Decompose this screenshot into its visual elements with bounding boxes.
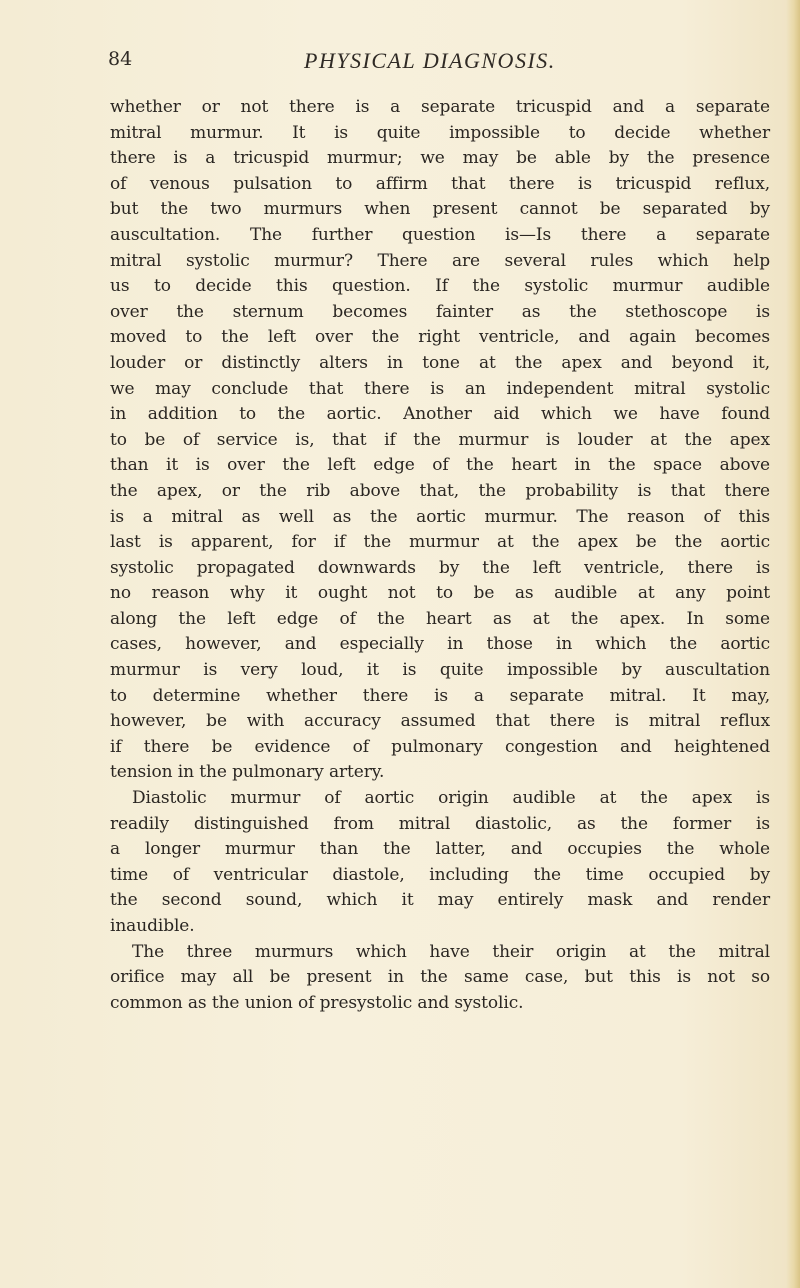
text-line: if there be evidence of pulmonary congestion and heightened (110, 736, 770, 757)
running-title: PHYSICAL DIAGNOSIS. (304, 48, 556, 73)
paragraph-start-line: Diastolic murmur of aortic origin audible at the apex is (132, 788, 770, 809)
text-line: whether or not there is a separate tricuspid and a separate (110, 97, 770, 117)
text-line: a longer murmur than the latter, and occupies the whole (110, 839, 770, 860)
text-line: louder or distinctly alters in tone at the apex and beyond it, (110, 352, 770, 373)
text-line: readily distinguished from mitral diastolic, as the former is (110, 813, 770, 834)
text-line: cases, however, and especially in those in which the aortic (110, 634, 770, 655)
text-line: but the two murmurs when present cannot be separated by (110, 199, 770, 220)
paragraph-end-line: common as the union of presystolic and systolic. (110, 992, 524, 1013)
paragraph-end-line: tension in the pulmonary artery. (110, 762, 385, 783)
text-line: over the sternum becomes fainter as the stethoscope is (110, 301, 770, 322)
text-line: we may conclude that there is an independent mitral systolic (110, 378, 770, 399)
text-line: time of ventricular diastole, including the time occupied by (110, 864, 770, 885)
text-line: of venous pulsation to affirm that there is tricuspid reflux, (110, 173, 770, 194)
paragraph-end-line: inaudible. (110, 916, 195, 936)
text-line: us to decide this question. If the systolic murmur audible (110, 276, 770, 297)
page-header (108, 44, 768, 74)
text-line: than it is over the left edge of the heart in the space above (110, 455, 770, 476)
text-line: to be of service is, that if the murmur is louder at the apex (110, 429, 770, 450)
text-line: last is apparent, for if the murmur at the apex be the aortic (110, 532, 770, 553)
body-text (110, 95, 770, 1016)
text-line: orifice may all be present in the same case, but this is not so (110, 967, 770, 988)
text-line: the second sound, which it may entirely mask and render (110, 890, 770, 911)
text-line: auscultation. The further question is—Is there a separate (110, 224, 770, 245)
text-line: the apex, or the rib above that, the probability is that there (110, 480, 770, 501)
text-line: systolic propagated downwards by the left ventricle, there is (110, 557, 770, 578)
paragraph-start-line: The three murmurs which have their origin at the mitral (132, 941, 770, 962)
text-line: in addition to the aortic. Another aid which we have found (110, 404, 770, 425)
text-line: is a mitral as well as the aortic murmur. The reason of this (110, 506, 770, 527)
text-line: however, be with accuracy assumed that there is mitral reflux (110, 711, 770, 732)
text-line: moved to the left over the right ventricle, and again becomes (110, 327, 770, 348)
page-edge (786, 0, 800, 1288)
text-line: mitral systolic murmur? There are several rules which help (110, 250, 770, 271)
text-line: there is a tricuspid murmur; we may be able by the presence (110, 148, 770, 169)
text-line: to determine whether there is a separate mitral. It may, (110, 685, 770, 706)
text-line: murmur is very loud, it is quite impossible by auscultation (110, 660, 770, 681)
page-number: 84 (108, 48, 133, 70)
text-line: along the left edge of the heart as at the apex. In some (110, 608, 770, 629)
text-line: mitral murmur. It is quite impossible to decide whether (110, 122, 770, 143)
text-line: no reason why it ought not to be as audible at any point (110, 583, 770, 604)
